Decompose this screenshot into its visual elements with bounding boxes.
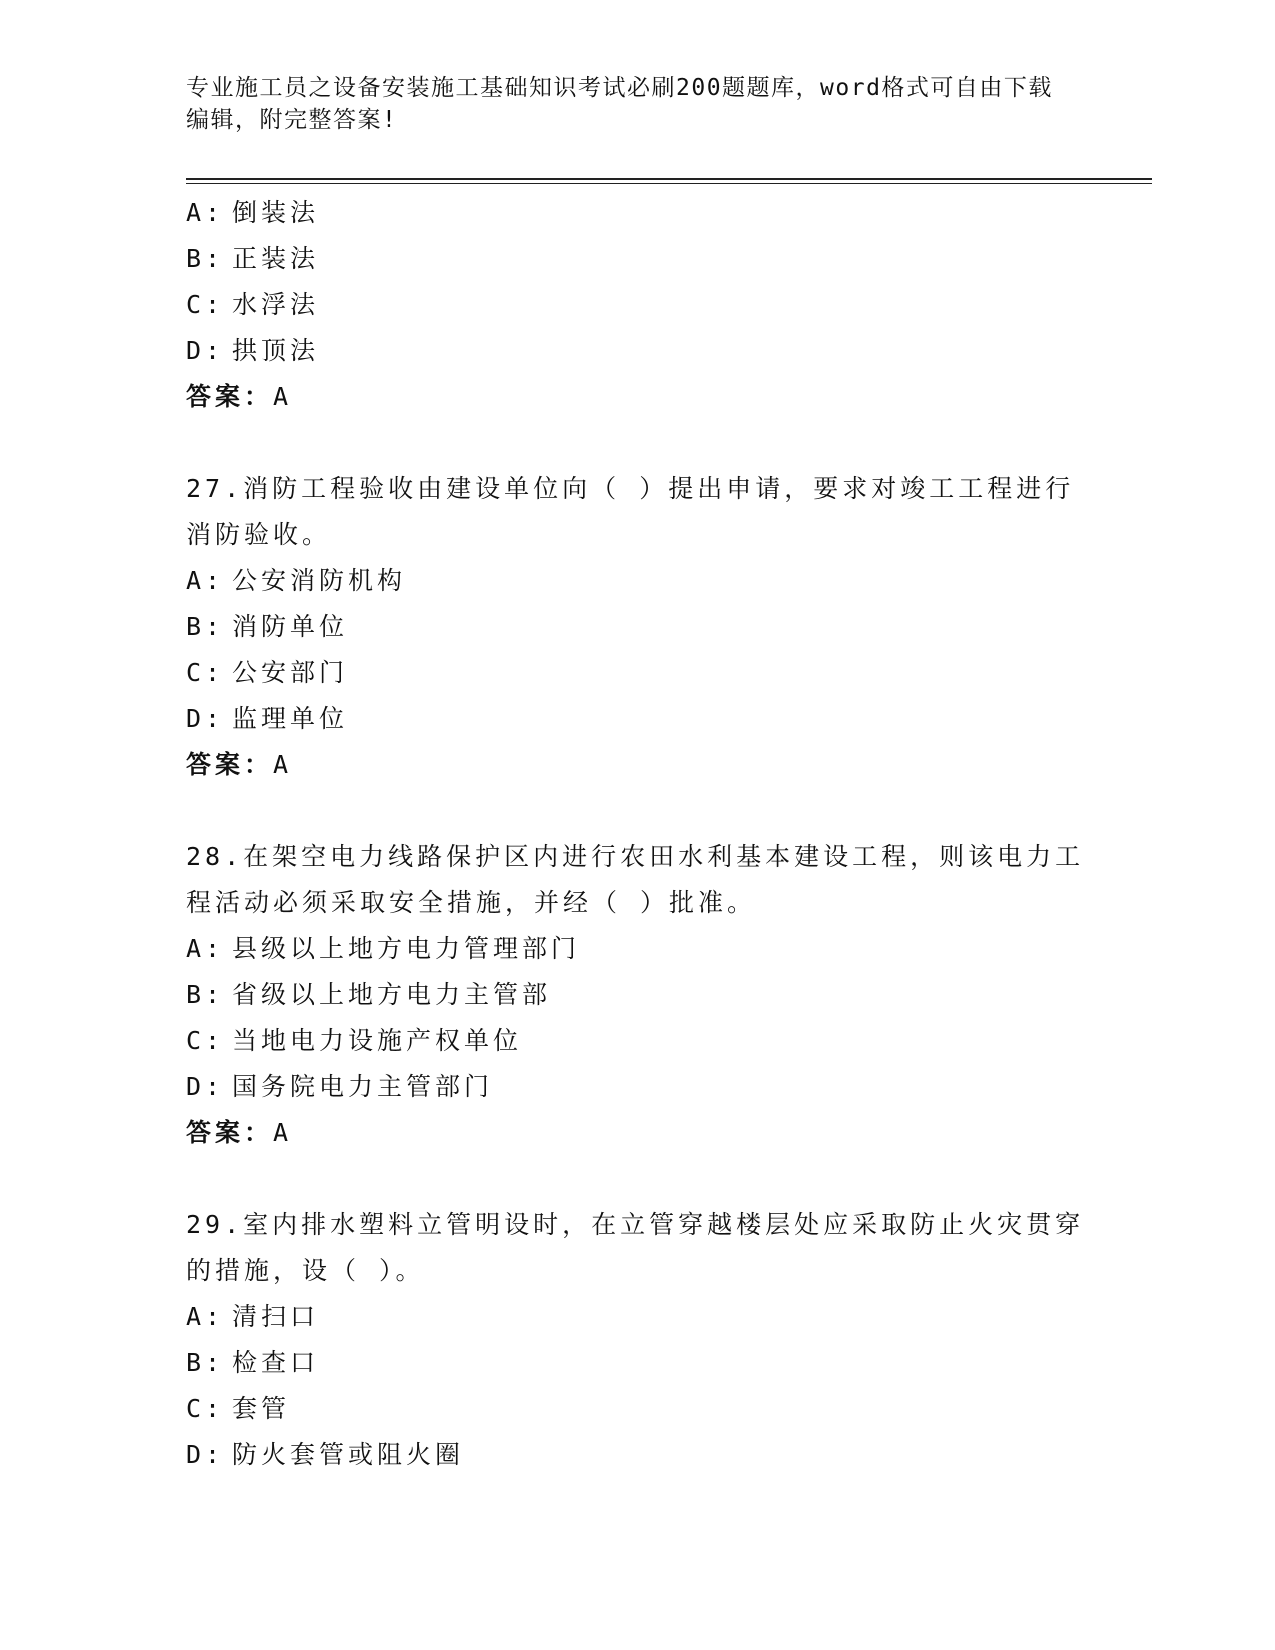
option-key: C:	[186, 1026, 225, 1055]
option-d	[186, 1432, 1086, 1478]
option-key: B:	[186, 244, 225, 273]
option-text: 省级以上地方电力主管部	[232, 980, 552, 1009]
option-d	[186, 696, 1086, 742]
option-text: 县级以上地方电力管理部门	[232, 934, 581, 963]
option-text: 监理单位	[232, 704, 349, 733]
option-c	[186, 282, 1086, 328]
option-key: A:	[186, 934, 225, 963]
spacer	[186, 420, 1086, 466]
answer-label: 答案：	[186, 1118, 274, 1147]
header-title-line-1: 专业施工员之设备安装施工基础知识考试必刷200题题库，word格式可自由下载	[186, 75, 1053, 101]
header-title-line-2: 编辑，附完整答案!	[186, 107, 398, 133]
option-key: A:	[186, 1302, 225, 1331]
option-a	[186, 190, 1086, 236]
answer-line	[186, 1110, 1086, 1156]
option-c	[186, 1018, 1086, 1064]
option-text: 倒装法	[232, 198, 320, 227]
option-text: 消防单位	[232, 612, 349, 641]
header-divider-thick	[186, 178, 1152, 180]
header-divider-thin	[186, 183, 1152, 184]
option-text: 当地电力设施产权单位	[232, 1026, 523, 1055]
question-stem-line-1: 28.在架空电力线路保护区内进行农田水利基本建设工程，则该电力工	[186, 842, 1085, 871]
option-d	[186, 328, 1086, 374]
answer-line	[186, 374, 1086, 420]
option-text: 拱顶法	[232, 336, 320, 365]
option-b	[186, 1340, 1086, 1386]
option-key: C:	[186, 290, 225, 319]
option-key: D:	[186, 704, 225, 733]
option-text: 检查口	[232, 1348, 320, 1377]
option-b	[186, 604, 1086, 650]
question-stem-line-2: 的措施，设（ ）。	[186, 1256, 425, 1285]
option-key: B:	[186, 980, 225, 1009]
question-stem-line-2: 消防验收。	[186, 520, 332, 549]
option-key: B:	[186, 1348, 225, 1377]
option-key: B:	[186, 612, 225, 641]
option-b	[186, 972, 1086, 1018]
question-27-block	[186, 466, 1086, 788]
option-key: C:	[186, 1394, 225, 1423]
question-stem-line-1: 29.室内排水塑料立管明设时，在立管穿越楼层处应采取防止火灾贯穿	[186, 1210, 1085, 1239]
option-key: C:	[186, 658, 225, 687]
option-text: 公安消防机构	[232, 566, 407, 595]
question-28-block	[186, 834, 1086, 1156]
option-text: 正装法	[232, 244, 320, 273]
option-key: A:	[186, 566, 225, 595]
option-c	[186, 1386, 1086, 1432]
option-a	[186, 926, 1086, 972]
answer-label: 答案：	[186, 750, 274, 779]
option-key: D:	[186, 1072, 225, 1101]
spacer	[186, 788, 1086, 834]
question-stem-line-1: 27.消防工程验收由建设单位向（ ）提出申请，要求对竣工工程进行	[186, 474, 1075, 503]
answer-value: A	[273, 750, 293, 779]
document-header	[186, 72, 1066, 136]
option-c	[186, 650, 1086, 696]
option-key: D:	[186, 336, 225, 365]
answer-value: A	[273, 382, 293, 411]
spacer	[186, 1156, 1086, 1202]
option-text: 公安部门	[232, 658, 349, 687]
option-a	[186, 558, 1086, 604]
answer-value: A	[273, 1118, 293, 1147]
question-list	[186, 190, 1086, 1478]
option-b	[186, 236, 1086, 282]
option-key: D:	[186, 1440, 225, 1469]
option-d	[186, 1064, 1086, 1110]
question-29-block	[186, 1202, 1086, 1478]
option-key: A:	[186, 198, 225, 227]
question-stem-line-2: 程活动必须采取安全措施，并经（ ）批准。	[186, 888, 757, 917]
answer-line	[186, 742, 1086, 788]
option-a	[186, 1294, 1086, 1340]
prev-question-block	[186, 190, 1086, 420]
answer-label: 答案：	[186, 382, 274, 411]
option-text: 水浮法	[232, 290, 320, 319]
option-text: 清扫口	[232, 1302, 320, 1331]
option-text: 国务院电力主管部门	[232, 1072, 494, 1101]
option-text: 套管	[232, 1394, 291, 1423]
option-text: 防火套管或阻火圈	[232, 1440, 465, 1469]
